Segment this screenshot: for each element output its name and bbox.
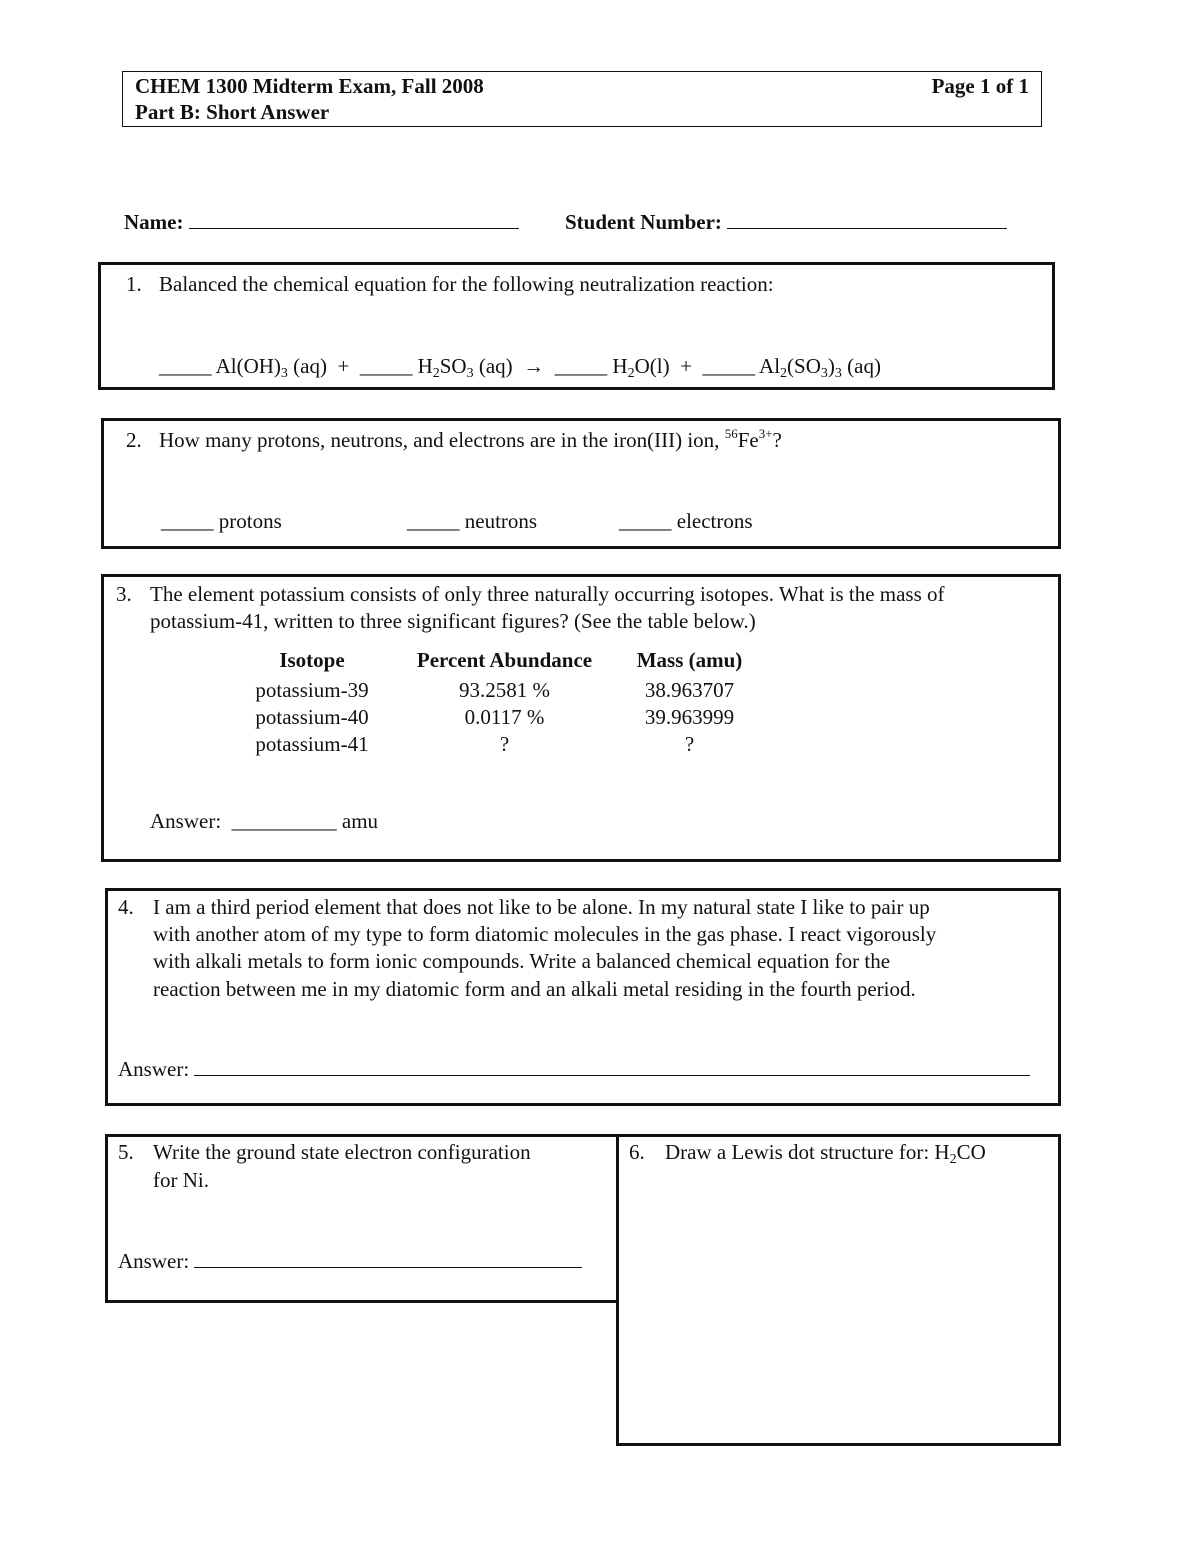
page-indicator: Page 1 of 1 (931, 74, 1029, 98)
question-3-box (101, 574, 1061, 862)
table-row (237, 677, 757, 704)
q5-answer-label: Answer: (118, 1249, 190, 1273)
q2-symbol: Fe (737, 428, 759, 452)
q4-line-3: with alkali metals to form ionic compounds. Write a balanced chemical equation for the (153, 949, 891, 973)
q1-sub: 3 (834, 366, 842, 381)
q1-state: (aq) (847, 354, 881, 378)
q3-answer-field[interactable]: __________ (231, 809, 337, 833)
q3-unit: amu (341, 809, 379, 833)
q3-line-2: potassium-41, written to three significant figures? (See the table below.) (150, 609, 756, 633)
q4-line-4: reaction between me in my diatomic form and an alkali metal residing in the fourth period. (153, 977, 916, 1001)
q2-neutrons-blank[interactable]: _____ (407, 509, 460, 533)
header-box (122, 71, 1042, 127)
q1-sub: 3 (280, 366, 288, 381)
q1-product-1b: O(l) (634, 354, 670, 378)
q2-electrons-label: electrons (676, 509, 753, 533)
q2-charge: 3+ (758, 426, 773, 441)
table-cell: 93.2581 % (459, 678, 550, 702)
q2-protons-label: protons (218, 509, 282, 533)
q1-product-1: H (612, 354, 628, 378)
q1-number: 1. (126, 272, 142, 296)
q6-sub: 2 (949, 1152, 957, 1167)
col-header-abundance: Percent Abundance (416, 648, 593, 672)
part-title: Part B: Short Answer (135, 100, 330, 124)
question-5-box (105, 1134, 619, 1303)
question-2-box (101, 418, 1061, 549)
student-number-field[interactable] (727, 210, 1007, 229)
q1-text: Balanced the chemical equation for the following neutralization reaction: (159, 272, 774, 296)
table-cell: potassium-41 (255, 732, 369, 756)
table-cell: 0.0117 % (464, 705, 545, 729)
student-number-row (565, 210, 1007, 235)
q1-product-2c: ) (827, 354, 835, 378)
q1-state: (aq) (478, 354, 513, 378)
q2-text: How many protons, neutrons, and electrons are in the iron(III) ion, (159, 428, 720, 452)
table-header-row (237, 647, 757, 677)
q2-neutrons-label: neutrons (464, 509, 538, 533)
isotope-table (237, 647, 757, 758)
q1-sub: 3 (820, 366, 828, 381)
q4-answer-field[interactable] (194, 1057, 1030, 1076)
q4-answer-label: Answer: (118, 1057, 190, 1081)
q1-sub: 2 (432, 366, 440, 381)
q1-blank-1[interactable]: _____ (159, 354, 212, 378)
exam-title: CHEM 1300 Midterm Exam, Fall 2008 (135, 74, 484, 98)
q2-protons-blank[interactable]: _____ (161, 509, 214, 533)
q3-line-1: The element potassium consists of only three naturally occurring isotopes. What is the mass of (150, 582, 945, 606)
q1-equation (159, 354, 881, 379)
question-1-box (98, 262, 1055, 390)
q5-line-1: Write the ground state electron configuration (153, 1140, 531, 1164)
q4-number: 4. (118, 895, 134, 919)
table-cell: potassium-39 (255, 678, 369, 702)
q1-blank-4[interactable]: _____ (702, 354, 755, 378)
table-cell: potassium-40 (255, 705, 369, 729)
q2-mass-number: 56 (724, 426, 738, 441)
table-row (237, 704, 757, 731)
name-label: Name: (124, 210, 184, 234)
col-header-isotope: Isotope (279, 648, 345, 672)
table-row (237, 731, 757, 758)
q1-sub: 2 (780, 366, 788, 381)
table-cell: ? (684, 732, 695, 756)
q4-line-2: with another atom of my type to form diatomic molecules in the gas phase. I react vigorously (153, 922, 937, 946)
q1-plus: + (337, 354, 350, 378)
q3-answer-label: Answer: (150, 809, 222, 833)
table-cell: 39.963999 (644, 705, 735, 729)
q1-product-2b: (SO (787, 354, 821, 378)
col-header-mass: Mass (amu) (636, 648, 743, 672)
q1-reactant-2b: SO (439, 354, 467, 378)
q1-reactant-1: Al(OH) (215, 354, 281, 378)
table-cell: 38.963707 (644, 678, 735, 702)
student-number-label: Student Number: (565, 210, 722, 234)
q1-product-2: Al (759, 354, 781, 378)
q2-number: 2. (126, 428, 142, 452)
q6-number: 6. (629, 1140, 645, 1164)
q1-sub: 2 (627, 366, 635, 381)
name-field[interactable] (189, 210, 519, 229)
name-row (124, 210, 519, 235)
q1-sub: 3 (466, 366, 474, 381)
reaction-arrow-icon: → (523, 354, 545, 378)
question-6-box[interactable] (616, 1134, 1061, 1446)
q1-reactant-2: H (417, 354, 433, 378)
q4-line-1: I am a third period element that does not like to be alone. In my natural state I like to pair up (153, 895, 930, 919)
q1-state: (aq) (293, 354, 327, 378)
q6-text: Draw a Lewis dot structure for: H (665, 1140, 950, 1164)
q1-blank-2[interactable]: _____ (359, 354, 413, 378)
q6-tail: CO (956, 1140, 986, 1164)
q2-qmark: ? (772, 428, 782, 452)
q2-electrons-blank[interactable]: _____ (619, 509, 672, 533)
table-cell: ? (499, 732, 510, 756)
q5-answer-field[interactable] (194, 1249, 582, 1268)
q1-blank-3[interactable]: _____ (554, 354, 608, 378)
question-4-box (105, 888, 1061, 1106)
q5-number: 5. (118, 1140, 134, 1164)
q5-line-2: for Ni. (153, 1168, 209, 1192)
q3-number: 3. (116, 582, 132, 606)
q1-plus: + (680, 354, 692, 378)
